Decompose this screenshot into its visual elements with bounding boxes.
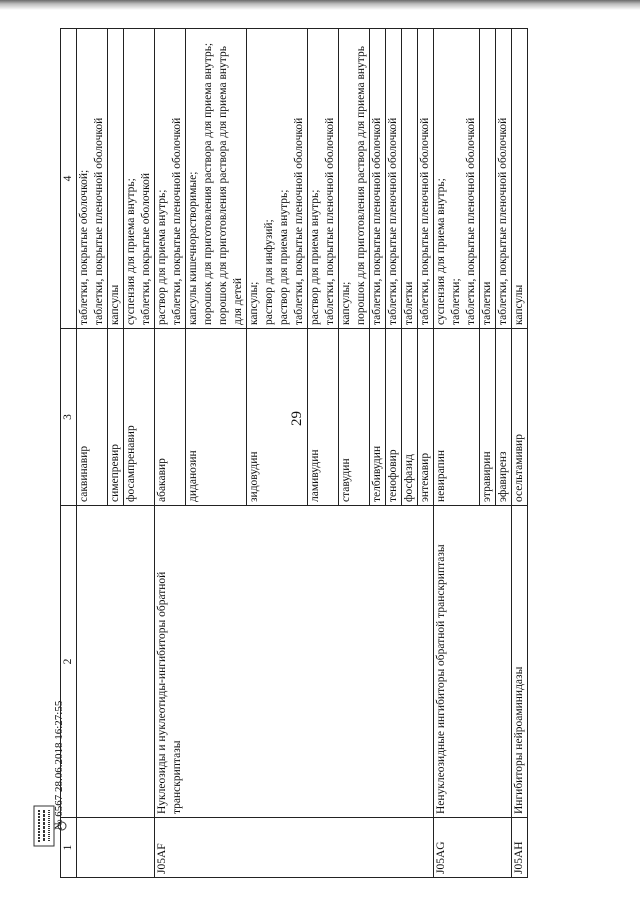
dosage-forms-cell xyxy=(339,29,370,329)
dosage-form: порошок для приготовления раствора для приема внутрь для детей xyxy=(217,46,244,325)
dosage-forms-cell xyxy=(308,29,339,329)
dosage-forms-cell xyxy=(480,29,496,329)
drug-name-cell: симепревир xyxy=(108,329,124,506)
header-col-3: 3 xyxy=(61,329,77,506)
drug-name-cell: ставудин xyxy=(339,329,370,506)
dosage-form: таблетки, покрытые пленочной оболочкой xyxy=(293,117,305,325)
header-row xyxy=(61,29,77,878)
dosage-form: таблетки, покрытые пленочной оболочкой xyxy=(324,117,336,325)
dosage-form: таблетки; xyxy=(450,278,462,325)
rotated-table-container xyxy=(60,28,560,878)
table-row xyxy=(77,29,108,878)
dosage-forms-cell xyxy=(496,29,512,329)
dosage-form: раствор для инфузий; xyxy=(263,219,275,325)
drug-name-cell: телбивудин xyxy=(370,329,386,506)
group-name-cell: Ингибиторы нейроаминидазы xyxy=(512,506,528,818)
dosage-form: капсулы xyxy=(109,284,121,325)
drug-table xyxy=(60,28,528,878)
dosage-form: порошок для приготовления раствора для приема внутрь; xyxy=(202,42,214,325)
document-reference: № 6567 28.06.2018 16:27:55 xyxy=(53,700,65,830)
dosage-form: таблетки, покрытые пленочной оболочкой xyxy=(371,117,383,325)
dosage-form: таблетки xyxy=(481,281,493,325)
drug-name-cell: диданозин xyxy=(186,329,247,506)
table-row xyxy=(155,29,186,878)
dosage-forms-cell xyxy=(418,29,434,329)
page-number: 29 xyxy=(289,411,305,426)
dosage-form: суспензия для приема внутрь; xyxy=(125,178,137,325)
header-col-4: 4 xyxy=(61,29,77,329)
drug-name-cell: абакавир xyxy=(155,329,186,506)
dosage-form: таблетки, покрытые пленочной оболочкой xyxy=(93,117,105,325)
atc-code-cell: J05AH xyxy=(512,818,528,878)
drug-name-cell: этравирин xyxy=(480,329,496,506)
dosage-form: раствор для приема внутрь; xyxy=(156,189,168,325)
drug-name-cell: тенофовир xyxy=(386,329,402,506)
drug-name-cell: эфавиренз xyxy=(496,329,512,506)
atc-code-cell: J05AF xyxy=(155,818,434,878)
dosage-forms-cell xyxy=(108,29,124,329)
dosage-form: таблетки, покрытые пленочной оболочкой xyxy=(171,117,183,325)
dosage-forms-cell xyxy=(434,29,480,329)
scan-edge xyxy=(0,0,640,10)
dosage-form: таблетки, покрытые пленочной оболочкой xyxy=(387,117,399,325)
dosage-form: таблетки, покрытые оболочкой; xyxy=(78,169,90,325)
dosage-form: порошок для приготовления раствора для приема внутрь xyxy=(355,46,367,325)
dosage-forms-cell xyxy=(512,29,528,329)
drug-name-cell: ламивудин xyxy=(308,329,339,506)
dosage-form: раствор для приема внутрь; xyxy=(309,189,321,325)
dosage-form: раствор для приема внутрь; xyxy=(278,189,290,325)
drug-name-cell: энтекавир xyxy=(418,329,434,506)
dosage-form: капсулы; xyxy=(340,281,352,325)
dosage-form: капсулы; xyxy=(248,281,260,325)
table-body xyxy=(77,29,528,878)
dosage-form: таблетки, покрытые пленочной оболочкой xyxy=(419,117,431,325)
dosage-forms-cell xyxy=(402,29,418,329)
dosage-forms-cell xyxy=(155,29,186,329)
dosage-forms-cell xyxy=(186,29,247,329)
dosage-forms-cell xyxy=(386,29,402,329)
drug-name-cell: осельтамивир xyxy=(512,329,528,506)
dosage-form: таблетки, покрытые пленочной оболочкой xyxy=(465,117,477,325)
header-col-1: 1 xyxy=(61,818,77,878)
dosage-forms-cell xyxy=(77,29,108,329)
atc-code-cell xyxy=(77,818,155,878)
dosage-forms-cell xyxy=(247,29,308,329)
group-name-cell: Ненуклеозидные ингибиторы обратной транскриптазы xyxy=(434,506,512,818)
drug-name-cell: саквинавир xyxy=(77,329,108,506)
drug-name-cell: фосфазид xyxy=(402,329,418,506)
group-name-cell xyxy=(77,506,155,818)
dosage-form: таблетки, покрытые пленочной оболочкой xyxy=(497,117,509,325)
dosage-form: капсулы xyxy=(513,284,525,325)
header-col-2: 2 xyxy=(61,506,77,818)
group-name-cell: Нуклеозиды и нуклеотиды-ингибиторы обратной транскриптазы xyxy=(155,506,434,818)
dosage-form: капсулы кишечнорастворимые; xyxy=(187,171,199,325)
drug-name-cell: невирапин xyxy=(434,329,480,506)
dosage-form: суспензия для приема внутрь; xyxy=(435,178,447,325)
table-row xyxy=(434,29,480,878)
drug-name-cell: зидовудин xyxy=(247,329,308,506)
dosage-form: таблетки xyxy=(403,281,415,325)
dosage-forms-cell xyxy=(370,29,386,329)
table-row xyxy=(512,29,528,878)
dosage-form: таблетки, покрытые оболочкой xyxy=(140,173,152,325)
drug-name-cell: фосампренавир xyxy=(124,329,155,506)
atc-code-cell: J05AG xyxy=(434,818,512,878)
dosage-forms-cell xyxy=(124,29,155,329)
